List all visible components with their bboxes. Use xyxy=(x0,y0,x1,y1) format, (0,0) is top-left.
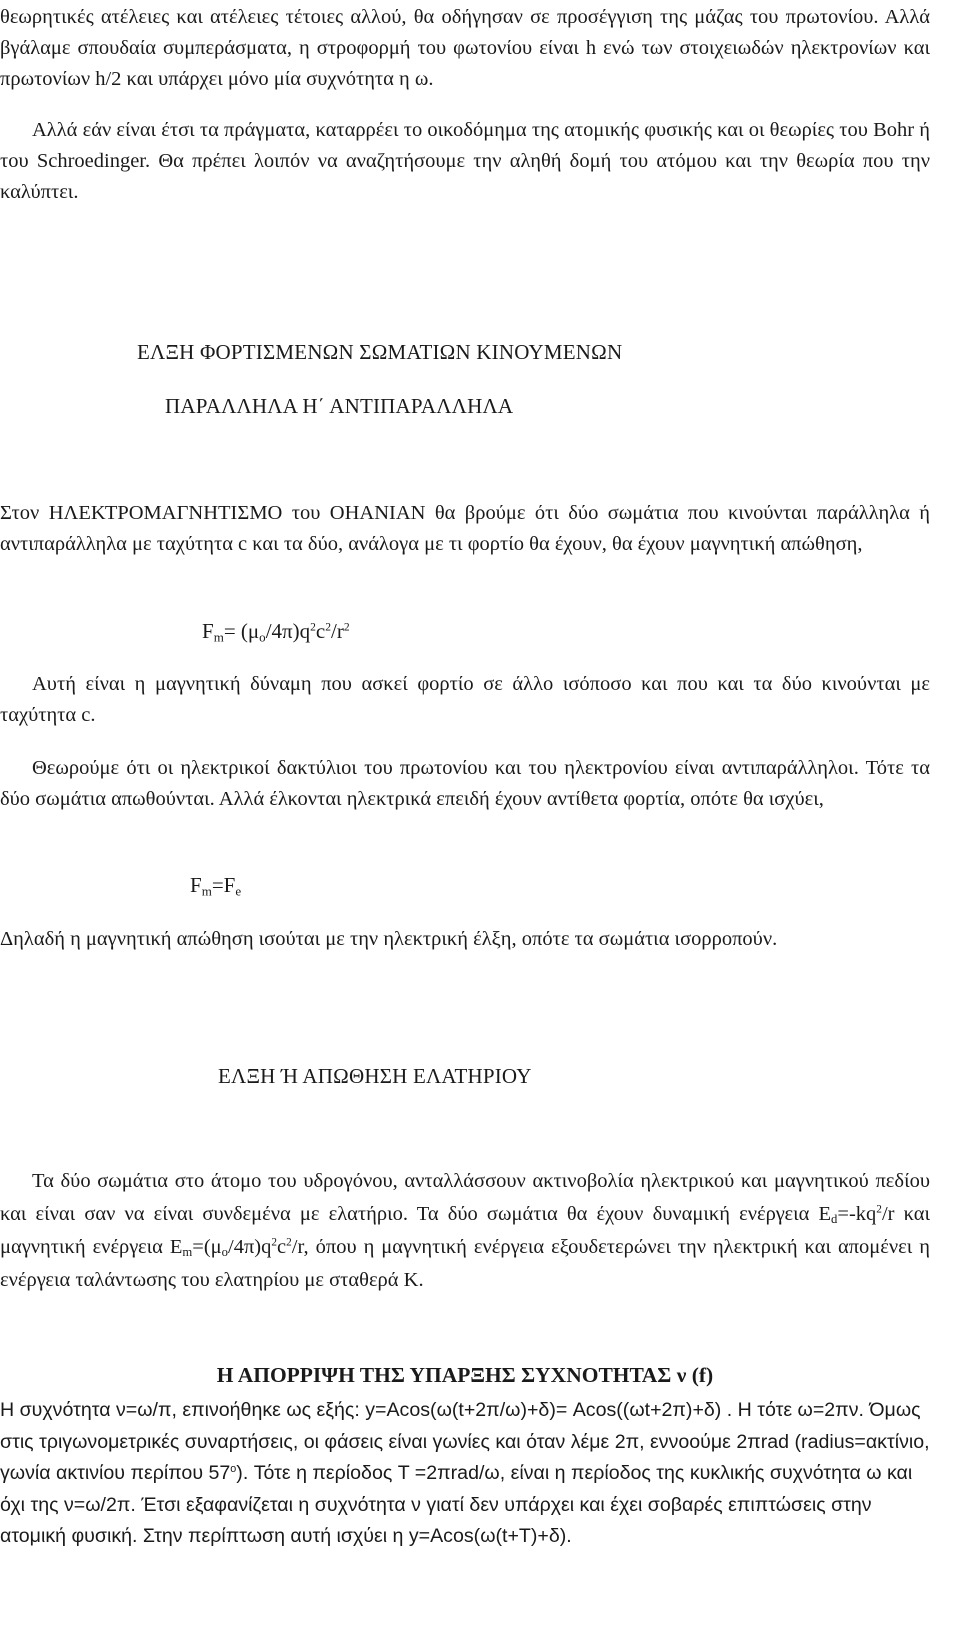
intro-paragraph-2: Αλλά εάν είναι έτσι τα πράγματα, καταρρέει το οικοδόμημα της ατομικής φυσικής και οι θεωρίες του Bohr ή του Schroedinger. Θα πρέπει λοιπόν να αναζητήσουμε την αληθή δομή του ατόμου και την θεωρία που την καλύπτει. xyxy=(0,119,930,203)
section2-heading: ΕΛΞΗ Ή ΑΠΩΘΗΣΗ ΕΛΑΤΗΡΙΟΥ xyxy=(218,1064,532,1088)
section-heading-line-2: ΠΑΡΑΛΛΗΛΑ Η΄ ΑΝΤΙΠΑΡΑΛΛΗΛΑ xyxy=(165,394,514,418)
section3-title: Η ΑΠΟΡΡΙΨΗ ΤΗΣ ΥΠΑΡΞΗΣ ΣΥΧΝΟΤΗΤΑΣ ν (f) xyxy=(216,1363,714,1387)
section2-paragraph: Τα δύο σωμάτια στο άτομο του υδρογόνου, ανταλλάσσουν ακτινοβολία ηλεκτρικού και μαγνητικού πεδίου και είναι σαν να είναι συνδεμένα με ελατήριο. Τα δύο σωμάτια θα έχουν δυναμική ενέργεια $E_d=-kq^2/r$ και μαγνητική ενέργεια $E_m=(\mu_o/4\pi)q^2c^2/r$, όπου η μαγνητική ενέργεια εξουδετερώνει την ηλεκτρική και απομένει η ενέργεια ταλάντωσης του ελατηρίου με σταθερά Κ. xyxy=(0,1170,930,1291)
section-heading-line-1: ΕΛΞΗ ΦΟΡΤΙΣΜΕΝΩΝ ΣΩΜΑΤΙΩΝ ΚΙΝΟΥΜΕΝΩΝ xyxy=(137,340,623,364)
intro-paragraph: θεωρητικές ατέλειες και ατέλειες τέτοιες αλλού, θα οδήγησαν σε προσέγγιση της μάζας του πρωτονίου. Αλλά βγάλαμε σπουδαία συμπεράσματα, η στροφορμή του φωτονίου είναι h ενώ των στοιχειωδών ηλεκτρονίων και πρωτονίων h/2 και υπάρχει μόνο μία συχνότητα η ω. xyxy=(0,6,930,90)
section1-paragraph-4: Δηλαδή η μαγνητική απώθηση ισούται με την ηλεκτρική έλξη, οπότε τα σωμάτια ισορροπούν. xyxy=(0,928,778,950)
section1-paragraph-3: Θεωρούμε ότι οι ηλεκτρικοί δακτύλιοι του πρωτονίου και του ηλεκτρονίου είναι αντιπαράλληλοι. Τότε τα δύο σωμάτια απωθούνται. Αλλά έλκονται ηλεκτρικά επειδή έχουν αντίθετα φορτία, οπότε θα ισχύει, xyxy=(0,757,930,810)
section1-paragraph-2: Αυτή είναι η μαγνητική δύναμη που ασκεί φορτίο σε άλλο ισόποσο και που και τα δύο κινούνται με ταχύτητα c. xyxy=(0,673,930,726)
section3-paragraph: Η συχνότητα ν=ω/π, επινοήθηκε ως εξής: y=Acos(ω(t+2π/ω)+δ)= Acos((ωt+2π)+δ) . Η τότε ω=2πν. Όμως στις τριγωνομετρικές συναρτήσεις, οι φάσεις είναι γωνίες και όταν λέμε 2π, εννοούμε 2πrad (radius=ακτίνιο, γωνία ακτινίου περίπου 57$^o$). Τότε η περίοδος T =2πrad/ω, είναι η περίοδος της κυκλικής συχνότητα ω και όχι της ν=ω/2π. Έτσι εξαφανίζεται η συχνότητα ν γιατί δεν υπάρχει και έχει σοβαρές επιπτώσεις στην ατομική φυσική. Στην περίπτωση αυτή ισχύει η y=Acos(ω(t+T)+δ). xyxy=(0,1399,930,1547)
formula-force-balance: $F_m=F_e$ xyxy=(190,873,242,899)
formula-magnetic-force: $F_m= (\mu_o/4\pi)q^2c^2/r^2$ xyxy=(202,619,350,645)
section1-paragraph-1: Στον ΗΛΕΚΤΡΟΜΑΓΝΗΤΙΣΜΟ του ΟΗΑΝΙΑΝ θα βρούμε ότι δύο σωμάτια που κινούνται παράλληλα ή αντιπαράλληλα με ταχύτητα c και τα δύο, ανάλογα με τι φορτίο θα έχουν, θα έχουν μαγνητική απώθηση, xyxy=(0,502,930,555)
